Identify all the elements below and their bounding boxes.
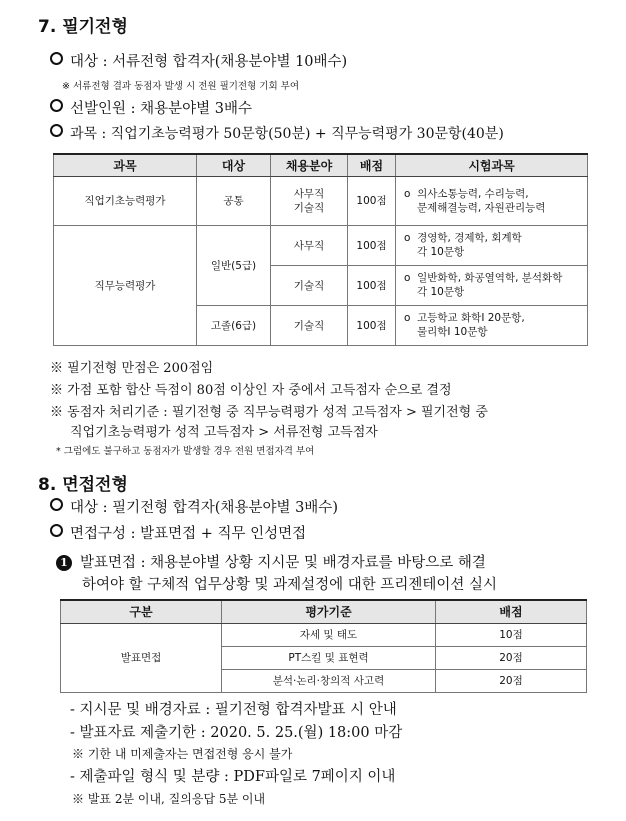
selection-label: 선발인원 — [70, 101, 127, 117]
note-deadline: ※ 기한 내 미제출자는 면접전형 응시 불가 — [72, 747, 293, 761]
exam-line — [404, 311, 587, 325]
circle-bullet-icon — [50, 99, 63, 112]
cell-criterion: 분석·논리·창의적 사고력 — [222, 669, 436, 692]
selection-line — [50, 97, 252, 118]
cell-category: 발표면접 — [61, 623, 222, 692]
note-time: ※ 발표 2분 이내, 질의응답 5분 이내 — [72, 792, 266, 806]
cell-target: 고졸(6급) — [197, 305, 271, 345]
section-7-title: 7. 필기전형 — [38, 17, 128, 37]
cell-field: 사무직 — [271, 225, 348, 265]
bullet-mark: o — [404, 272, 411, 284]
interview-structure-line — [50, 522, 306, 543]
interview-structure-text: : 발표면접 + 직무 인성면접 — [130, 526, 307, 542]
cell-score: 10점 — [436, 623, 587, 646]
cell-field: 기술직 — [271, 265, 348, 305]
cell-score: 100점 — [348, 305, 396, 345]
header-category: 구분 — [61, 600, 222, 623]
cell-score: 20점 — [436, 646, 587, 669]
field-line: 사무직 — [293, 187, 325, 200]
exam-text: 물리학Ⅰ 10문항 — [417, 326, 488, 338]
dash-instructions: - 지시문 및 배경자료 : 필기전형 합격자발표 시 안내 — [70, 702, 397, 718]
dash-deadline: - 발표자료 제출기한 : 2020. 5. 25.(월) 18:00 마감 — [70, 725, 403, 741]
interview-structure-label: 면접구성 — [70, 526, 127, 542]
tie-note: ※ 서류전형 결과 동점자 발생 시 전원 필기전형 기회 부여 — [62, 81, 300, 92]
section-8-title: 8. 면접전형 — [38, 475, 128, 495]
cell-target: 공통 — [197, 176, 271, 225]
header-subject: 과목 — [54, 154, 197, 176]
cell-field: 기술직 — [271, 305, 348, 345]
table-row — [54, 225, 588, 265]
exam-line — [404, 271, 587, 285]
exam-text: 고등학교 화학Ⅰ 20문항, — [417, 312, 525, 324]
written-exam-table — [53, 153, 588, 346]
exam-text: 각 10문항 — [417, 286, 465, 298]
note-tiebreak: ※ 동점자 처리기준 : 필기전형 중 직무능력평가 성적 고득점자 > 필기전형 중 — [50, 405, 488, 420]
exam-text: 경영학, 경제학, 회계학 — [417, 232, 522, 244]
target-line — [50, 50, 347, 71]
interview-target-label: 대상 — [70, 500, 99, 516]
cell-exam — [396, 225, 588, 265]
table-header-row — [61, 600, 587, 623]
interview-target-line — [50, 496, 338, 517]
exam-text: 각 10문항 — [417, 246, 465, 258]
cell-exam — [396, 176, 588, 225]
selection-text: : 채용분야별 3배수 — [130, 101, 253, 117]
table-header-row — [54, 154, 588, 176]
cell-score: 100점 — [348, 176, 396, 225]
note-tiebreak-cont: 직업기초능력평가 성적 고득점자 > 서류전형 고득점자 — [70, 425, 378, 440]
subjects-text: : 직업기초능력평가 50문항(50분) + 직무능력평가 30문항(40분) — [101, 126, 504, 142]
cell-exam — [396, 265, 588, 305]
note-max-score: ※ 필기전형 만점은 200점임 — [50, 361, 214, 376]
small-note: * 그럼에도 불구하고 동점자가 발생할 경우 전원 면접자격 부여 — [56, 446, 315, 457]
header-criterion: 평가기준 — [222, 600, 436, 623]
exam-line — [404, 231, 587, 245]
cell-score: 100점 — [348, 265, 396, 305]
cell-exam — [396, 305, 588, 345]
number-one-icon: 1 — [56, 555, 72, 571]
presentation-line2: 하여야 할 구체적 업무상황 및 과제설정에 대한 프리젠테이션 실시 — [82, 577, 498, 593]
circle-bullet-icon — [50, 124, 63, 137]
circle-bullet-icon — [50, 498, 63, 511]
circle-bullet-icon — [50, 524, 63, 537]
cell-target: 일반(5급) — [197, 225, 271, 305]
cell-subject: 직무능력평가 — [54, 225, 197, 345]
exam-text: 일반화학, 화공열역학, 분석화학 — [417, 272, 563, 284]
cell-subject: 직업기초능력평가 — [54, 176, 197, 225]
cell-score: 100점 — [348, 225, 396, 265]
dash-file-format: - 제출파일 형식 및 분량 : PDF파일로 7페이지 이내 — [70, 769, 396, 785]
exam-text: 문제해결능력, 자원관리능력 — [417, 201, 546, 214]
subjects-line — [50, 123, 504, 143]
presentation-item — [56, 551, 486, 572]
cell-criterion: PT스킬 및 표현력 — [222, 646, 436, 669]
note-cutoff: ※ 가점 포함 합산 득점이 80점 이상인 자 중에서 고득점자 순으로 결정 — [50, 383, 452, 398]
circle-bullet-icon — [50, 52, 63, 65]
table-row — [54, 176, 588, 225]
target-label: 대상 — [70, 54, 99, 70]
cell-criterion: 자세 및 태도 — [222, 623, 436, 646]
presentation-line1: 발표면접 : 채용분야별 상황 지시문 및 배경자료를 바탕으로 해결 — [80, 555, 486, 571]
table-row — [61, 623, 587, 646]
cell-score: 20점 — [436, 669, 587, 692]
exam-line — [404, 187, 587, 201]
header-exam: 시험과목 — [396, 154, 588, 176]
header-field: 채용분야 — [271, 154, 348, 176]
interview-table — [60, 599, 587, 693]
header-target: 대상 — [197, 154, 271, 176]
subjects-label: 과목 — [70, 126, 98, 142]
bullet-mark: o — [404, 187, 411, 200]
bullet-mark: o — [404, 312, 411, 324]
exam-text: 의사소통능력, 수리능력, — [417, 187, 529, 200]
header-score: 배점 — [436, 600, 587, 623]
bullet-mark: o — [404, 232, 411, 244]
field-line: 기술직 — [293, 201, 325, 214]
cell-field — [271, 176, 348, 225]
target-text: : 서류전형 합격자(채용분야별 10배수) — [102, 54, 348, 70]
header-score: 배점 — [348, 154, 396, 176]
interview-target-text: : 필기전형 합격자(채용분야별 3배수) — [102, 500, 338, 516]
